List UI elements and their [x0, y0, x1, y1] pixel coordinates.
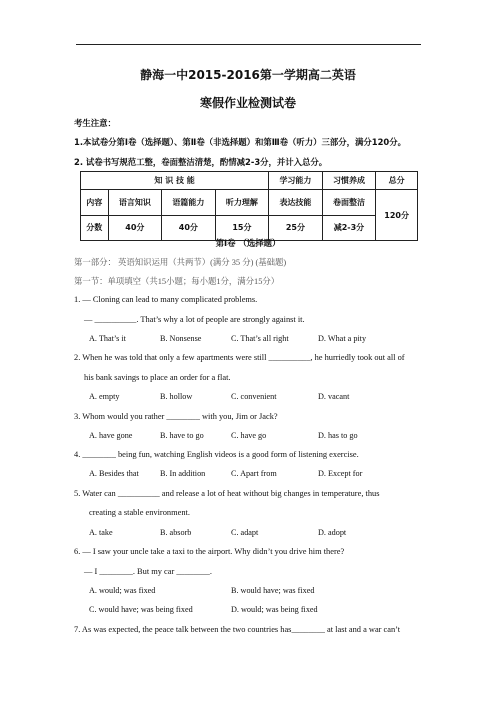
- q6-option-d: D. would; was being fixed: [231, 605, 318, 614]
- question-5-stem: 5. Water can __________ and release a lot of heat without big changes in temperature, thus: [74, 489, 380, 498]
- q4-option-a: A. Besides that: [89, 469, 139, 478]
- note-1: 1.本试卷分第Ⅰ卷（选择题）、第Ⅱ卷（非选择题）和第Ⅲ卷（听力）三部分，满分120分。: [74, 137, 406, 147]
- header-rule: [76, 44, 421, 45]
- table-total-value: 120分: [376, 190, 418, 241]
- question-2-stem: 2. When he was told that only a few apartments were still __________, he hurriedly took out all of: [74, 353, 405, 362]
- q5-option-b: B. absorb: [160, 528, 192, 537]
- q3-option-b: B. have to go: [160, 431, 204, 440]
- question-1-stem: 1. — Cloning can lead to many complicated problems.: [74, 295, 258, 304]
- q6-option-b: B. would have; was fixed: [231, 586, 315, 595]
- table-cell: 语言知识: [108, 190, 162, 216]
- table-cell: 减2-3分: [322, 215, 376, 241]
- exam-title: 静海一中2015-2016第一学期高二英语: [140, 68, 356, 82]
- table-cell: 40分: [162, 215, 216, 241]
- q1-option-c: C. That’s all right: [231, 334, 289, 343]
- score-table: [80, 171, 418, 241]
- table-header-ability: 学习能力: [269, 172, 323, 190]
- exam-subtitle: 寒假作业检测试卷: [199, 96, 296, 110]
- q4-option-c: C. Apart from: [231, 469, 277, 478]
- table-cell: 25分: [269, 215, 323, 241]
- table-cell: 内容: [81, 190, 109, 216]
- q2-option-a: A. empty: [89, 392, 120, 401]
- q5-option-d: D. adopt: [318, 528, 347, 537]
- q1-option-d: D. What a pity: [318, 334, 367, 343]
- q1-option-b: B. Nonsense: [160, 334, 202, 343]
- q2-option-d: D. vacant: [318, 392, 350, 401]
- question-6-stem: 6. — I saw your uncle take a taxi to the airport. Why didn’t you drive him there?: [74, 547, 345, 556]
- note-2: 2. 试卷书写规范工整，卷面整洁清楚，酌情减2-3分，并计入总分。: [74, 157, 328, 167]
- question-6-reply: — I ________. But my car ________.: [84, 567, 212, 576]
- notes-heading: 考生注意：: [74, 118, 116, 128]
- table-cell: 15分: [215, 215, 269, 241]
- question-3-stem: 3. Whom would you rather ________ with you, Jim or Jack?: [74, 412, 278, 421]
- table-cell: 卷面整洁: [322, 190, 376, 216]
- q5-option-a: A. take: [89, 528, 113, 537]
- q2-option-b: B. hollow: [160, 392, 193, 401]
- q6-option-c: C. would have; was being fixed: [89, 605, 193, 614]
- table-header-habit: 习惯养成: [322, 172, 376, 190]
- q5-option-c: C. adapt: [231, 528, 259, 537]
- q4-option-b: B. In addition: [160, 469, 206, 478]
- question-2-stem-cont: his bank savings to place an order for a flat.: [84, 373, 231, 382]
- section-heading: 第一节：单项填空（共15小题；每小题1分，满分15分）: [74, 277, 280, 286]
- q3-option-d: D. has to go: [318, 431, 358, 440]
- table-cell: 40分: [108, 215, 162, 241]
- part-heading: 第一部分： 英语知识运用（共两节）(满分 35 分) (基础题): [74, 258, 287, 267]
- table-cell: 分数: [81, 215, 109, 241]
- table-cell: 听力理解: [215, 190, 269, 216]
- question-7-stem: 7. As was expected, the peace talk between the two countries has________ at last and a war can’t: [74, 625, 401, 634]
- q6-option-a: A. would; was fixed: [89, 586, 156, 595]
- q2-option-c: C. convenient: [231, 392, 277, 401]
- table-cell: 语篇能力: [162, 190, 216, 216]
- question-4-stem: 4. ________ being fun, watching English videos is a good form of listening exercise.: [74, 450, 359, 459]
- question-5-stem-cont: creating a stable environment.: [89, 508, 190, 517]
- table-header-total: 总分: [376, 172, 418, 190]
- question-1-reply: — __________. That’s why a lot of people are strongly against it.: [84, 315, 305, 324]
- q3-option-c: C. have go: [231, 431, 267, 440]
- table-cell: 表达技能: [269, 190, 323, 216]
- table-header-knowledge: 知 识 技 能: [81, 172, 269, 190]
- section-title: 第Ⅰ卷 （选择题）: [215, 238, 281, 248]
- q3-option-a: A. have gone: [89, 431, 133, 440]
- q4-option-d: D. Except for: [318, 469, 363, 478]
- q1-option-a: A. That’s it: [89, 334, 126, 343]
